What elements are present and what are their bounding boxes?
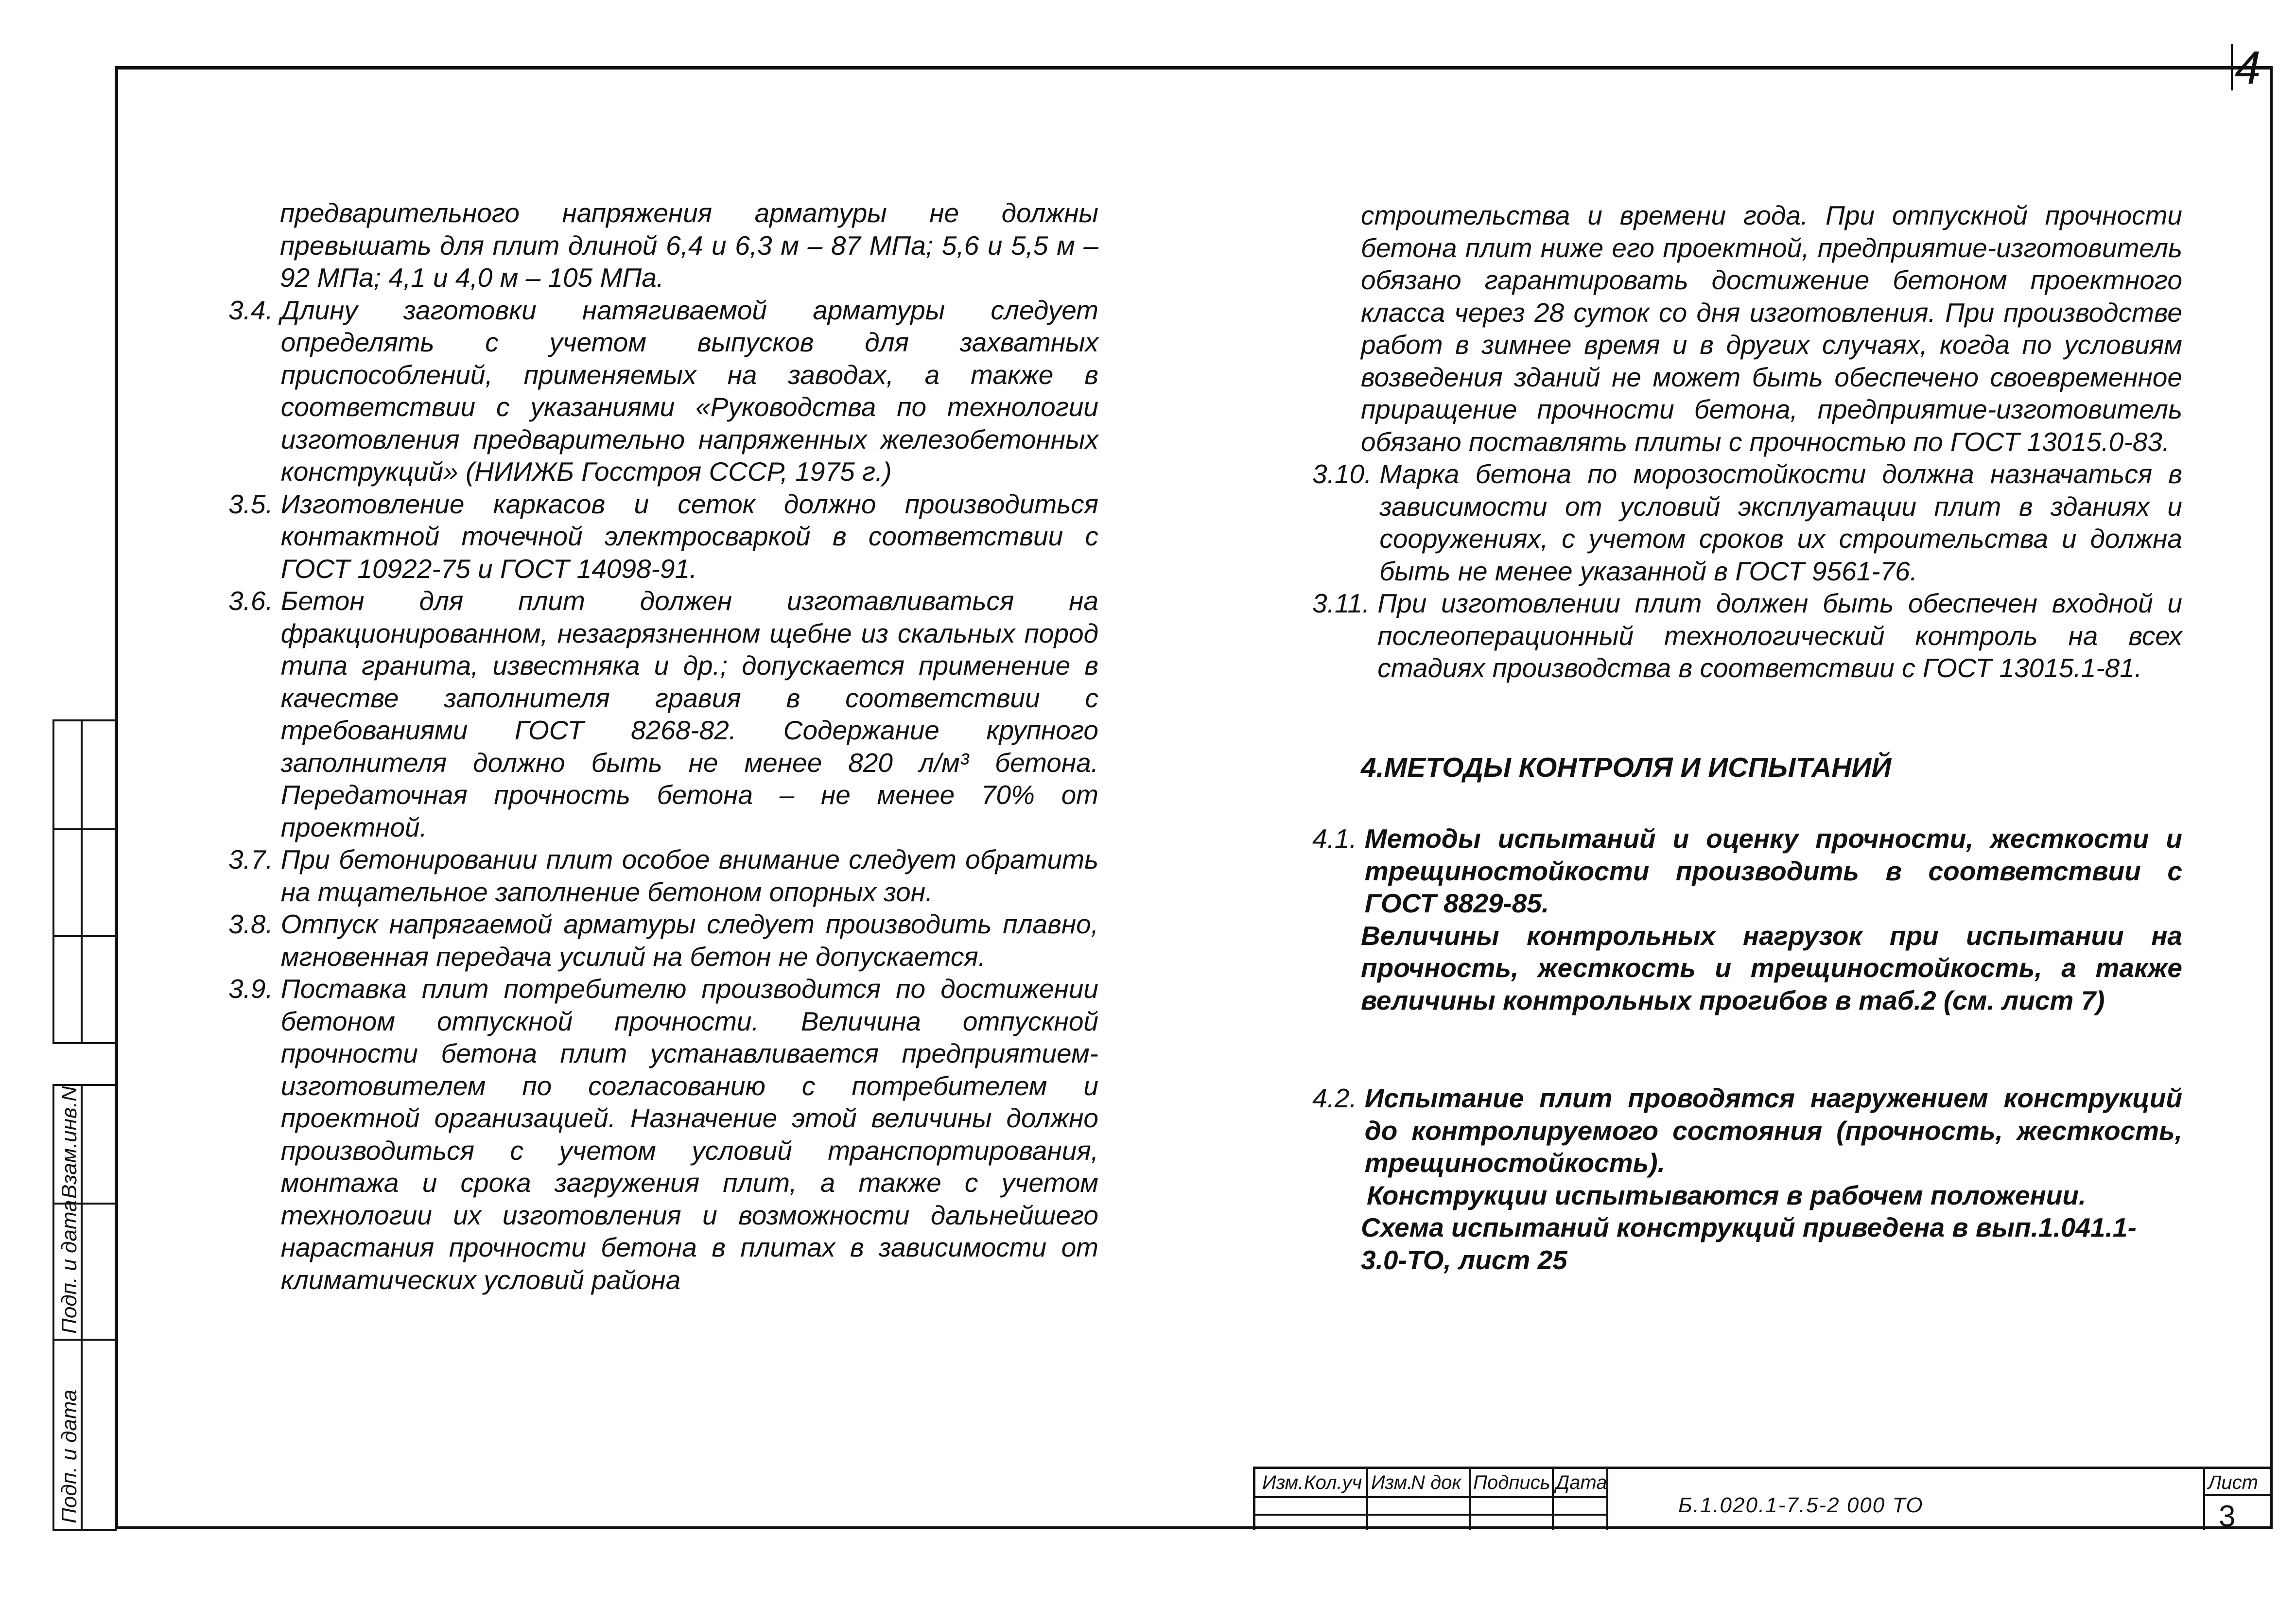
- clause-number: 3.11.: [1312, 588, 1370, 618]
- clause-number: 3.9.: [228, 974, 273, 1004]
- clause-text: Поставка плит потребителю производится по достижении бетоном отпускной прочности. Величина отпускной прочности бетона плит устанавливается предприятием-изготовителем по согласованию с потребителем и проектной организацией. Назначение этой величины должно производиться с учетом условий транспортирования, монтажа и срока загружения плит, а также с учетом технологии их изготовления и возможности дальнейшего нарастания прочности бетона в плитах в зависимости от климатических условий района: [280, 974, 1098, 1295]
- clause-3-6: [228, 585, 1098, 843]
- clause-text: Марка бетона по морозостойкости должна назначаться в зависимости от условий эксплуатации плит в зданиях и сооружениях, с учетом сроков их строительства и должна быть не менее указанной в ГОСТ 9561-76.: [1379, 459, 2182, 586]
- clause-text: При бетонировании плит особое внимание следует обратить на тщательное заполнение бетоном опорных зон.: [280, 844, 1098, 907]
- sheet-label: Лист: [2208, 1472, 2258, 1493]
- clause-4-1-continuation: Величины контрольных нагрузок при испытании на прочность, жесткость и трещиностойкость, а также величины контрольных прогибов в таб.2 (см. лист 7): [1361, 920, 2182, 1015]
- clause-text: Длину заготовки натягиваемой арматуры следует определять с учетом выпусков для захватных приспособлений, применяемых на заводах, а также в соответствии с указаниями «Руководства по технологии изготовления предварительно напряженных железобетонных конструкций» (НИИЖБ Госстроя СССР, 1975 г.): [280, 295, 1098, 487]
- clause-number: 3.4.: [228, 295, 273, 325]
- side-stamp-upper: [52, 719, 117, 1044]
- clause-text: Бетон для плит должен изготавливаться на фракционированном, незагрязненном щебне из скальных пород типа гранита, известняка и др.; допускается применение в качестве заполнителя гравия в соответствии с требованиями ГОСТ 8268-82. Содержание крупного заполнителя должно быть не менее 820 л/м³ бетона. Передаточная прочность бетона – не менее 70% от проектной.: [280, 586, 1098, 842]
- clause-number: 3.6.: [228, 586, 273, 616]
- clause-4-2-line: Конструкции испытываются в рабочем положении.: [1367, 1180, 2087, 1210]
- side-label: Подп. и дата: [57, 1389, 81, 1523]
- title-block: [1253, 1467, 2272, 1533]
- clause-number: 3.10.: [1312, 459, 1372, 489]
- clause-number: 4.2.: [1312, 1083, 1357, 1113]
- document-code: Б.1.020.1-7.5-2 000 ТО: [1678, 1493, 1924, 1517]
- corner-tick: [2231, 44, 2233, 90]
- clause-text: Изготовление каркасов и сеток должно производиться контактной точечной электросваркой в соответствии с ГОСТ 10922-75 и ГОСТ 14098-91.: [280, 489, 1098, 584]
- clause-3-4: [228, 294, 1098, 488]
- clause-4-1: [1312, 822, 2182, 920]
- clause-3-11: [1312, 587, 2182, 684]
- clause-3-8: [228, 908, 1098, 973]
- tb-col-header: Подпись: [1473, 1472, 1550, 1493]
- frame-right-border: [2270, 66, 2273, 1529]
- side-label: Взам.инв.N: [57, 1086, 81, 1199]
- clause-text: Методы испытаний и оценку прочности, жесткости и трещиностойкости производить в соответствии с ГОСТ 8829-85.: [1364, 823, 2182, 918]
- clause-number: 3.7.: [228, 844, 273, 874]
- clause-3-10: [1312, 458, 2182, 587]
- clause-3-9: [228, 973, 1098, 1296]
- clause-3-5: [228, 488, 1098, 585]
- clause-number: 3.8.: [228, 909, 273, 939]
- tb-col-header: Изм.: [1371, 1472, 1413, 1493]
- side-label: Подп. и дата: [57, 1200, 81, 1334]
- left-column: [228, 197, 1098, 1296]
- clause-4-2-line: Схема испытаний конструкций приведена в вып.1.041.1-3.0-ТО, лист 25: [1361, 1212, 2137, 1275]
- clause-text: Испытание плит проводятся нагружением конструкций до контролируемого состояния (прочность, жесткость, трещиностойкость).: [1364, 1083, 2182, 1178]
- clause-number: 4.1.: [1312, 823, 1357, 854]
- right-continuation-paragraph: строительства и времени года. При отпускной прочности бетона плит ниже его проектной, предприятие-изготовитель обязано гарантировать достижение бетоном проектного класса через 28 суток со дня изготовления. При производстве работ в зимнее время и в других случаях, когда по условиям возведения зданий не может быть обеспечено своевременное приращение прочности бетона, предприятие-изготовитель обязано поставлять плиты с прочностью по ГОСТ 13015.0-83.: [1361, 200, 2182, 457]
- tb-col-header: Изм.: [1262, 1472, 1304, 1493]
- right-column: [1312, 199, 2182, 1276]
- sheet-number: 3: [2219, 1500, 2236, 1533]
- clause-text: Отпуск напрягаемой арматуры следует производить плавно, мгновенная передача усилий на бетон не допускается.: [280, 909, 1098, 972]
- left-intro-paragraph: предварительного напряжения арматуры не должны превышать для плит длиной 6,4 и 6,3 м – 87 МПа; 5,6 и 5,5 м – 92 МПа; 4,1 и 4,0 м – 105 МПа.: [280, 198, 1098, 293]
- clause-3-7: [228, 843, 1098, 908]
- tb-col-header: Дата: [1556, 1472, 1607, 1493]
- clause-number: 3.5.: [228, 489, 273, 519]
- tb-col-header: Кол.уч: [1304, 1472, 1362, 1493]
- clause-4-2: [1312, 1082, 2182, 1179]
- clause-text: При изготовлении плит должен быть обеспечен входной и послеоперационный технологический контроль на всех стадиях производства в соответствии с ГОСТ 13015.1-81.: [1377, 588, 2182, 683]
- side-stamp-lower: [52, 1084, 117, 1531]
- corner-page-number: 4: [2235, 42, 2261, 94]
- frame-top-border: [115, 66, 2273, 70]
- section-heading: 4.МЕТОДЫ КОНТРОЛЯ И ИСПЫТАНИЙ: [1361, 752, 1892, 783]
- tb-col-header: N док: [1411, 1472, 1461, 1493]
